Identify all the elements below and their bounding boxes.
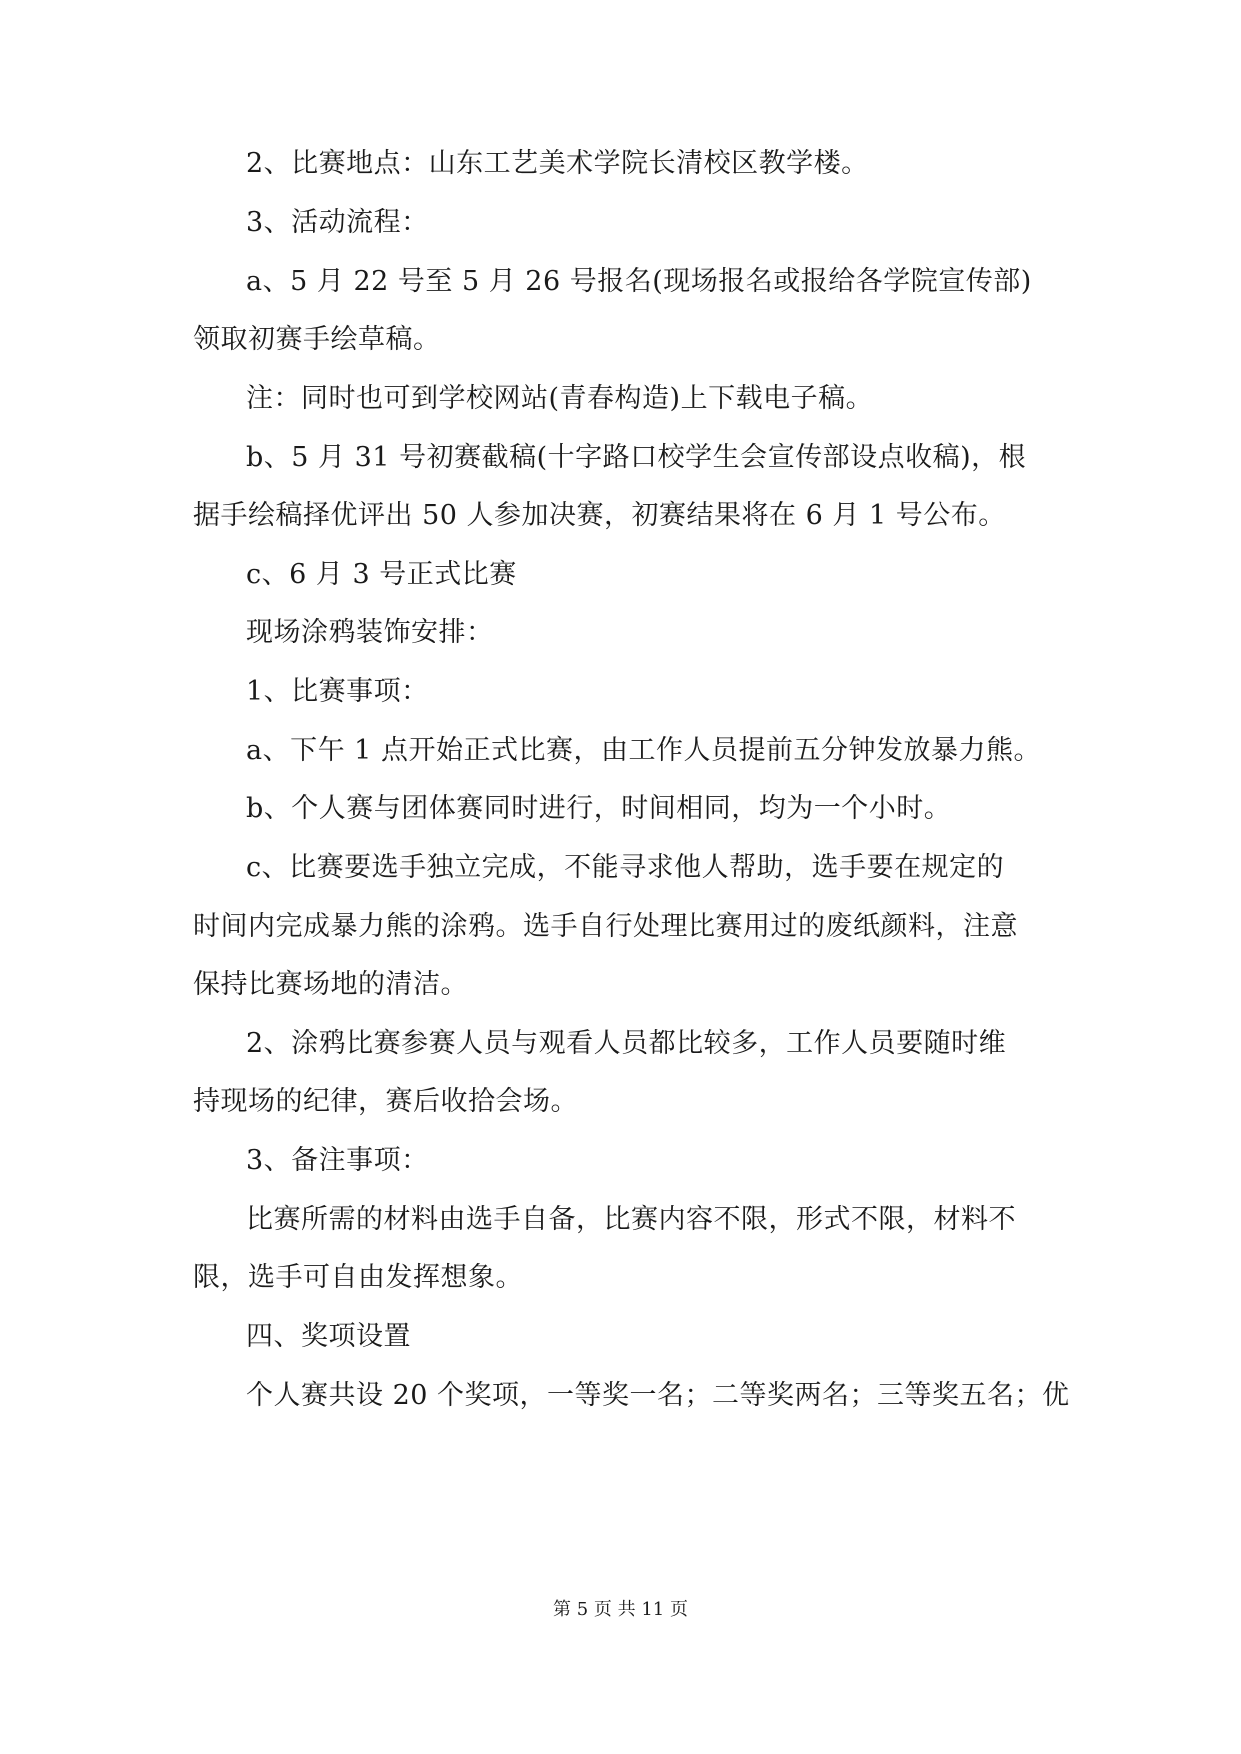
paragraph-line: c、比赛要选手独立完成，不能寻求他人帮助，选手要在规定的 bbox=[246, 852, 1005, 883]
paragraph-line: 限，选手可自由发挥想象。 bbox=[193, 1262, 523, 1293]
section-heading: 现场涂鸦装饰安排： bbox=[246, 617, 494, 648]
paragraph-line: b、个人赛与团体赛同时进行，时间相同，均为一个小时。 bbox=[246, 793, 952, 824]
note-line: 注：同时也可到学校网站(青春构造)上下载电子稿。 bbox=[246, 383, 874, 414]
page-number-footer: 第 5 页 共 11 页 bbox=[553, 1599, 688, 1620]
section-heading: 3、备注事项： bbox=[246, 1145, 429, 1176]
section-heading: 3、活动流程： bbox=[246, 207, 429, 238]
paragraph-line: 据手绘稿择优评出 50 人参加决赛，初赛结果将在 6 月 1 号公布。 bbox=[193, 500, 1006, 531]
section-heading: 1、比赛事项： bbox=[246, 676, 429, 707]
paragraph-line: b、5 月 31 号初赛截稿(十字路口校学生会宣传部设点收稿)，根 bbox=[246, 442, 1027, 473]
paragraph-line: a、5 月 22 号至 5 月 26 号报名(现场报名或报给各学院宣传部) bbox=[246, 266, 1032, 297]
paragraph-line: 持现场的纪律，赛后收拾会场。 bbox=[193, 1086, 578, 1117]
paragraph-line: a、下午 1 点开始正式比赛，由工作人员提前五分钟发放暴力熊。 bbox=[246, 735, 1041, 766]
paragraph-line: 保持比赛场地的清洁。 bbox=[193, 969, 468, 1000]
paragraph-line: c、6 月 3 号正式比赛 bbox=[246, 559, 517, 590]
paragraph-line: 2、涂鸦比赛参赛人员与观看人员都比较多，工作人员要随时维 bbox=[246, 1028, 1007, 1059]
paragraph-line: 比赛所需的材料由选手自备，比赛内容不限，形式不限，材料不 bbox=[246, 1204, 1016, 1235]
paragraph-line: 个人赛共设 20 个奖项，一等奖一名；二等奖两名；三等奖五名；优 bbox=[246, 1380, 1070, 1411]
section-heading: 四、奖项设置 bbox=[246, 1321, 411, 1352]
paragraph-line: 2、比赛地点：山东工艺美术学院长清校区教学楼。 bbox=[246, 148, 869, 179]
paragraph-line: 时间内完成暴力熊的涂鸦。选手自行处理比赛用过的废纸颜料，注意 bbox=[193, 911, 1018, 942]
paragraph-line: 领取初赛手绘草稿。 bbox=[193, 324, 441, 355]
